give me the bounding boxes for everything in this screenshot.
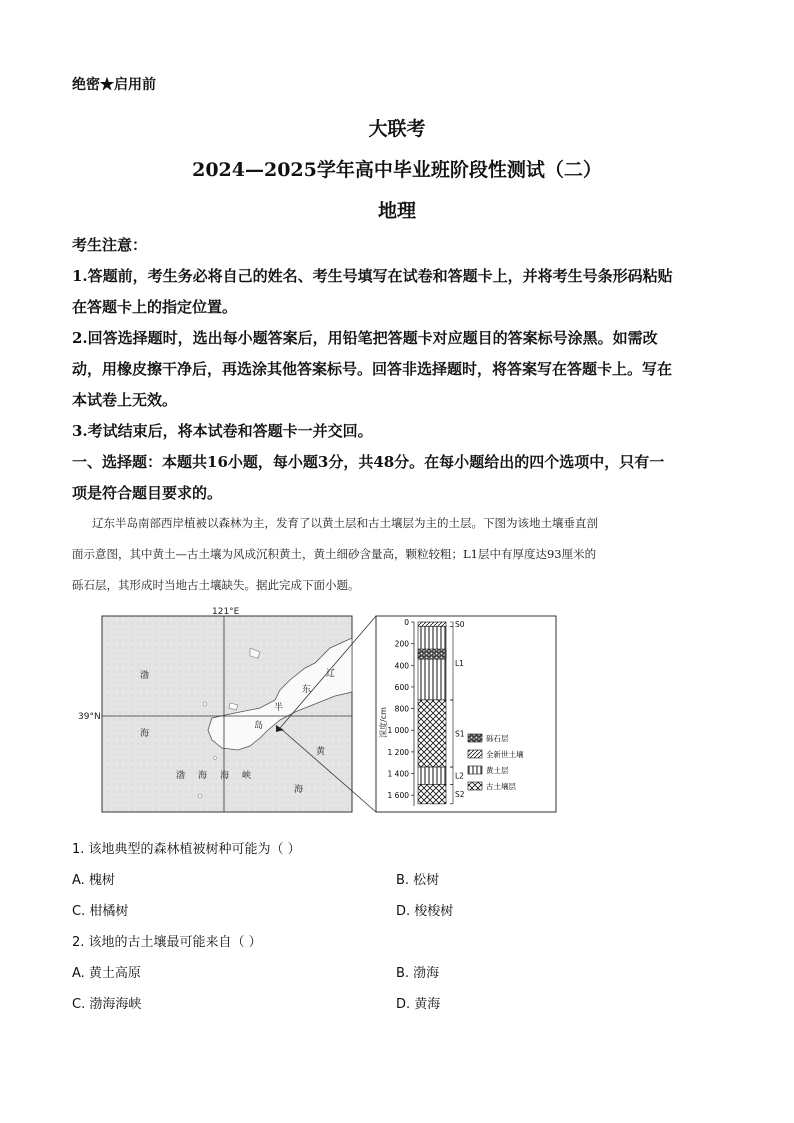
layer-s0 [418, 622, 446, 626]
intro-line-2: 面示意图，其中黄土—古土壤为风成沉积黄土，黄土细砂含量高，颗粒较粗；L1层中有厚度达93厘米的 [72, 547, 597, 561]
legend-loess: 黄土层 [486, 766, 509, 775]
notice-item-1-line-1: 1.答题前，考生务必将自己的姓名、考生号填写在试卷和答题卡上，并将考生号条形码粘贴 [72, 267, 673, 285]
notice-item-2-line-1: 2.回答选择题时，选出每小题答案后，用铅笔把答题卡对应题目的答案标号涂黑。如需改 [72, 329, 658, 347]
legend-holocene: 全新世土壤 [486, 750, 524, 759]
map-label-huang: 黄 [316, 747, 326, 757]
depth-tick-label: 1 200 [387, 747, 409, 757]
q1-option-c[interactable]: C. 柑橘树 [72, 904, 129, 919]
depth-tick-label: 0 [404, 618, 409, 627]
depth-tick-label: 400 [394, 661, 409, 671]
legend-swatch-gravel [468, 734, 482, 742]
map-label-hai-2: 海 [294, 785, 304, 795]
map-label-ban: 半 [274, 703, 284, 713]
notice-item-3: 3.考试结束后，将本试卷和答题卡一并交回。 [72, 422, 373, 440]
layer-label-l1: L1 [455, 659, 464, 669]
notice-item-2-line-3: 本试卷上无效。 [72, 391, 178, 409]
notice-item-2-line-2: 动，用橡皮擦干净后，再选涂其他答案标号。回答非选择题时，将答案写在答题卡上。写在 [72, 360, 673, 378]
section-heading-line-1: 一、选择题：本题共16小题，每小题3分，共48分。在每小题给出的四个选项中，只有一 [72, 453, 665, 471]
map-label-bo: 渤 [140, 671, 150, 681]
figure-map-and-profile [78, 607, 560, 816]
layer-label-l2: L2 [455, 771, 464, 781]
map-label-liao: 辽 [326, 669, 336, 679]
map-label-xia: 峡 [242, 771, 252, 781]
intro-line-1: 辽东半岛南部西岸植被以森林为主，发育了以黄土层和古土壤层为主的土层。下图为该地土壤垂直剖 [92, 516, 598, 530]
exam-title: 2024—2025学年高中毕业班阶段性测试（二） [192, 159, 602, 181]
intro-line-3: 砾石层，其形成时当地古土壤缺失。据此完成下面小题。 [72, 578, 360, 592]
q1-option-d[interactable]: D. 梭梭树 [396, 904, 454, 919]
depth-axis-label: 深度/cm [379, 707, 388, 738]
layer-label-s0: S0 [455, 620, 465, 630]
subject-title: 地理 [377, 200, 416, 222]
layer-l2 [418, 767, 446, 784]
question-1-stem: 1. 该地典型的森林植被树种可能为（ ） [72, 842, 301, 857]
depth-tick-label: 1 600 [387, 791, 409, 801]
section-heading-line-2: 项是符合题目要求的。 [72, 484, 223, 502]
q1-option-b[interactable]: B. 松树 [396, 873, 440, 888]
map-label-hai-4: 海 [220, 771, 230, 781]
exam-org-title: 大联考 [368, 118, 426, 140]
map-label-hai-3: 海 [198, 771, 208, 781]
layer-s1 [418, 700, 446, 767]
question-2-stem: 2. 该地的古土壤最可能来自（ ） [72, 935, 262, 950]
depth-tick-label: 1 400 [387, 769, 409, 779]
q2-option-b[interactable]: B. 渤海 [396, 966, 440, 981]
q2-option-c[interactable]: C. 渤海海峡 [72, 997, 142, 1012]
q2-option-d[interactable]: D. 黄海 [396, 997, 441, 1012]
legend-gravel: 砾石层 [486, 734, 509, 743]
layer-s2 [418, 784, 446, 803]
lat-label: 39°N [78, 712, 101, 722]
map-panel [78, 607, 352, 812]
depth-tick-label: 200 [394, 639, 409, 649]
legend-swatch-loess [468, 766, 482, 774]
profile-panel [376, 616, 556, 812]
depth-tick-label: 800 [394, 704, 409, 714]
map-label-dao: 岛 [254, 721, 264, 731]
layer-label-s2: S2 [455, 790, 465, 800]
notice-heading: 考生注意： [72, 236, 148, 254]
q1-option-a[interactable]: A. 槐树 [72, 873, 115, 888]
map-label-bo-2: 渤 [176, 771, 186, 781]
legend-swatch-holocene [468, 750, 482, 758]
legend-paleosol: 古土壤层 [486, 782, 516, 791]
confidential-seal: 绝密★启用前 [72, 77, 156, 93]
q2-option-a[interactable]: A. 黄土高原 [72, 966, 141, 981]
map-label-dong: 东 [302, 685, 312, 695]
layer-label-s1: S1 [455, 729, 465, 739]
legend-swatch-paleosol [468, 782, 482, 790]
map-label-hai-1: 海 [140, 729, 150, 739]
depth-tick-label: 1 000 [387, 726, 409, 736]
layer-l1 [418, 626, 446, 700]
lon-label: 121°E [212, 607, 240, 617]
depth-tick-label: 600 [394, 682, 409, 692]
notice-item-1-line-2: 在答题卡上的指定位置。 [72, 298, 238, 316]
layer-gravel [418, 649, 446, 659]
